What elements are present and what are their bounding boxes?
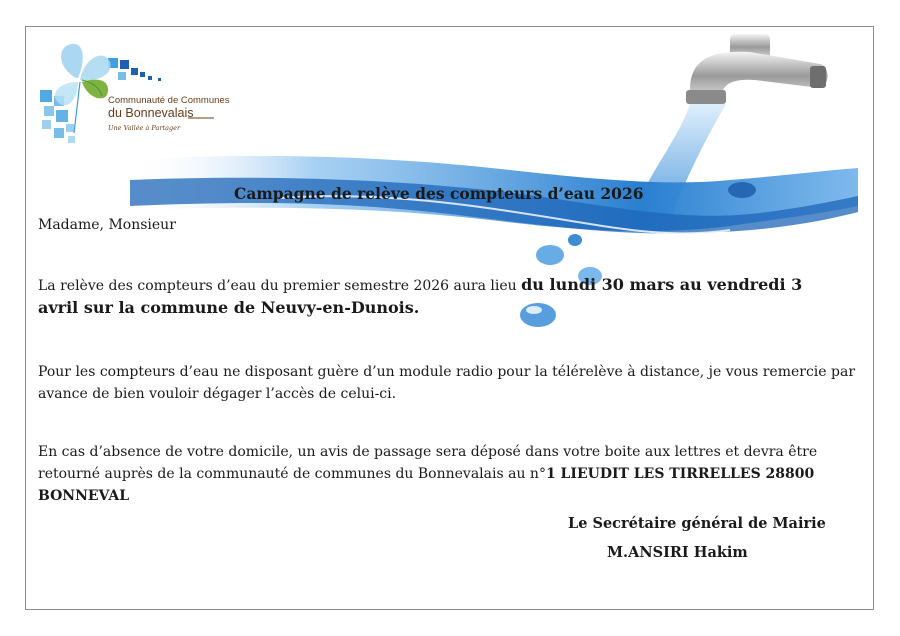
faucet-icon (686, 34, 828, 104)
signature-role: Le Secrétaire général de Mairie (568, 515, 826, 532)
paragraph-dates-intro: La relève des compteurs d’eau du premier semestre 2026 aura lieu (38, 278, 522, 294)
logo-line1: Communauté de Communes (108, 95, 230, 106)
paragraph-absence (38, 441, 838, 507)
letter-title: Campagne de relève des compteurs d’eau 2026 (234, 184, 644, 203)
logo-line2: du Bonnevalais (108, 106, 194, 120)
paragraph-dates-highlight: du lundi 30 mars au vendredi 3 avril sur la commune de Neuvy-en-Dunois. (38, 275, 803, 317)
paragraph-access: Pour les compteurs d’eau ne disposant guère d’un module radio pour la télérelève à distance, je vous remercie par avance de bien vouloir dégager l’accès de celui-ci. (38, 364, 856, 402)
paragraph-absence-text: En cas d’absence de votre domicile, un avis de passage sera déposé dans votre boite aux lettres et devra être retourné auprès de la communauté de communes du Bonnevalais au n° (38, 444, 818, 482)
signature-name: M.ANSIRI Hakim (607, 544, 748, 561)
logo-tagline: Une Vallée à Partager (108, 124, 181, 132)
address: 1 LIEUDIT LES TIRRELLES 28800 BONNEVAL (38, 466, 815, 504)
salutation: Madame, Monsieur (38, 217, 176, 233)
paragraph-dates (38, 274, 828, 320)
